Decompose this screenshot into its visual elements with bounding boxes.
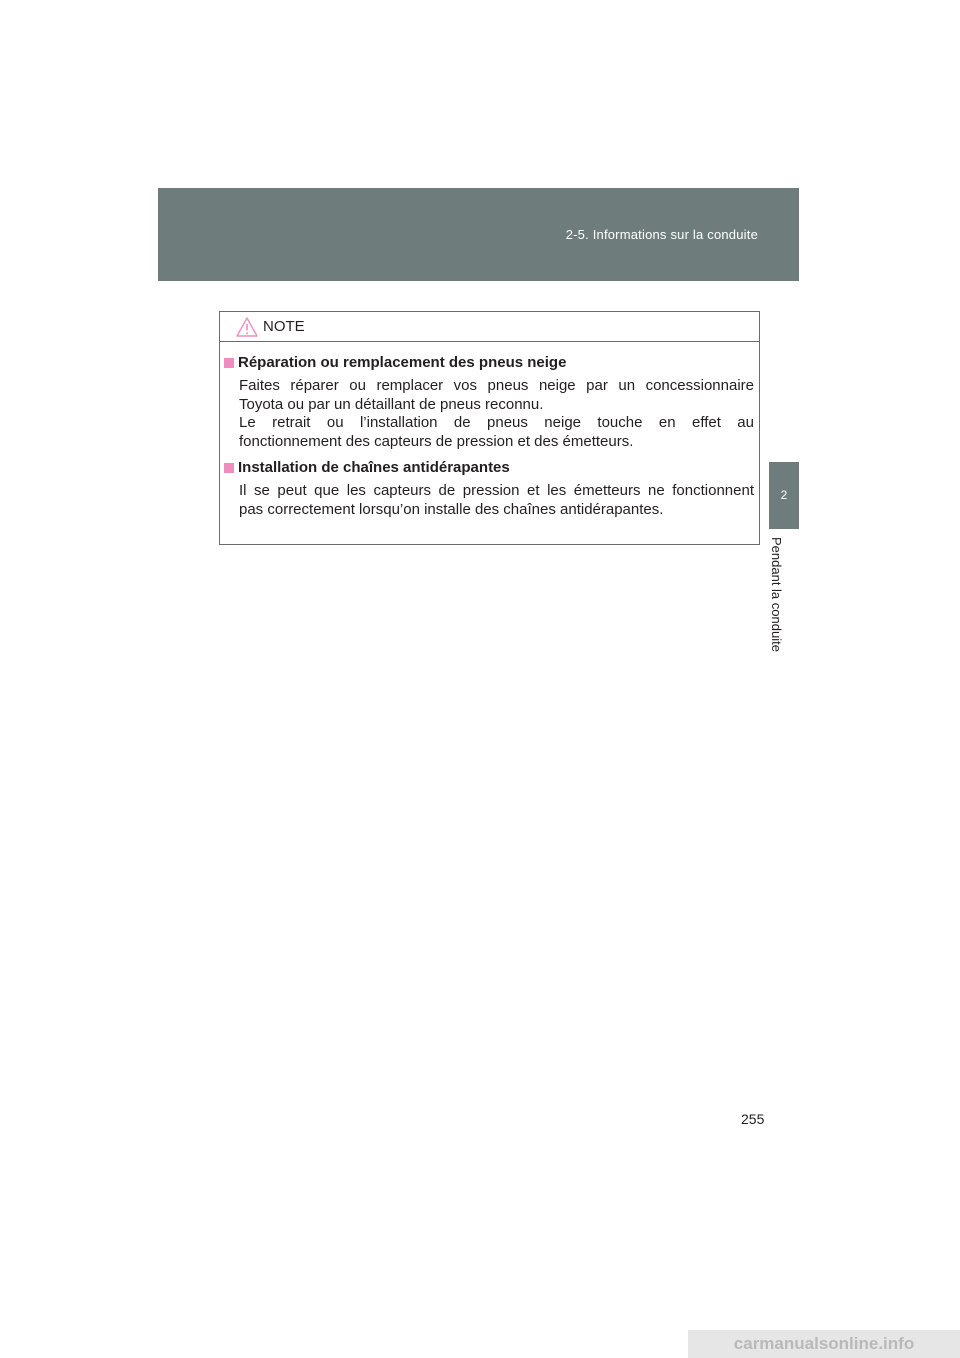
section-title: 2-5. Informations sur la conduite (565, 227, 758, 242)
section-heading (224, 457, 755, 478)
note-header (220, 312, 759, 342)
note-section-chains (224, 457, 755, 519)
note-section-snow-tires (224, 352, 755, 451)
chapter-label: Pendant la conduite (769, 537, 784, 652)
header-band (158, 188, 799, 281)
section-heading-text: Réparation ou remplacement des pneus neige (238, 354, 567, 371)
note-body (220, 342, 759, 519)
paragraph-line: fonctionnement des capteurs de pression et des émetteurs. (239, 432, 634, 450)
section-heading-text: Installation de chaînes antidérapantes (238, 459, 510, 476)
note-title: NOTE (263, 318, 305, 335)
paragraph-line: Toyota ou par un détaillant de pneus reconnu. (239, 395, 544, 413)
warning-triangle-icon (236, 317, 258, 337)
paragraph-line: pas correctement lorsqu’on installe des chaînes antidérapantes. (239, 500, 664, 518)
page-number: 255 (741, 1111, 765, 1127)
paragraph-line: Faites réparer ou remplacer vos pneus neige par un concessionnaire (239, 377, 754, 394)
square-bullet-icon (224, 463, 234, 473)
paragraph-line: Le retrait ou l’installation de pneus neige touche en effet au (239, 414, 754, 431)
section-heading (224, 352, 755, 373)
paragraph-line: Il se peut que les capteurs de pression et les émetteurs ne fonctionnent (239, 482, 754, 499)
chapter-number: 2 (780, 488, 788, 502)
note-box (219, 311, 760, 545)
chapter-tab (769, 462, 799, 529)
square-bullet-icon (224, 358, 234, 368)
watermark: carmanualsonline.info (688, 1330, 960, 1358)
